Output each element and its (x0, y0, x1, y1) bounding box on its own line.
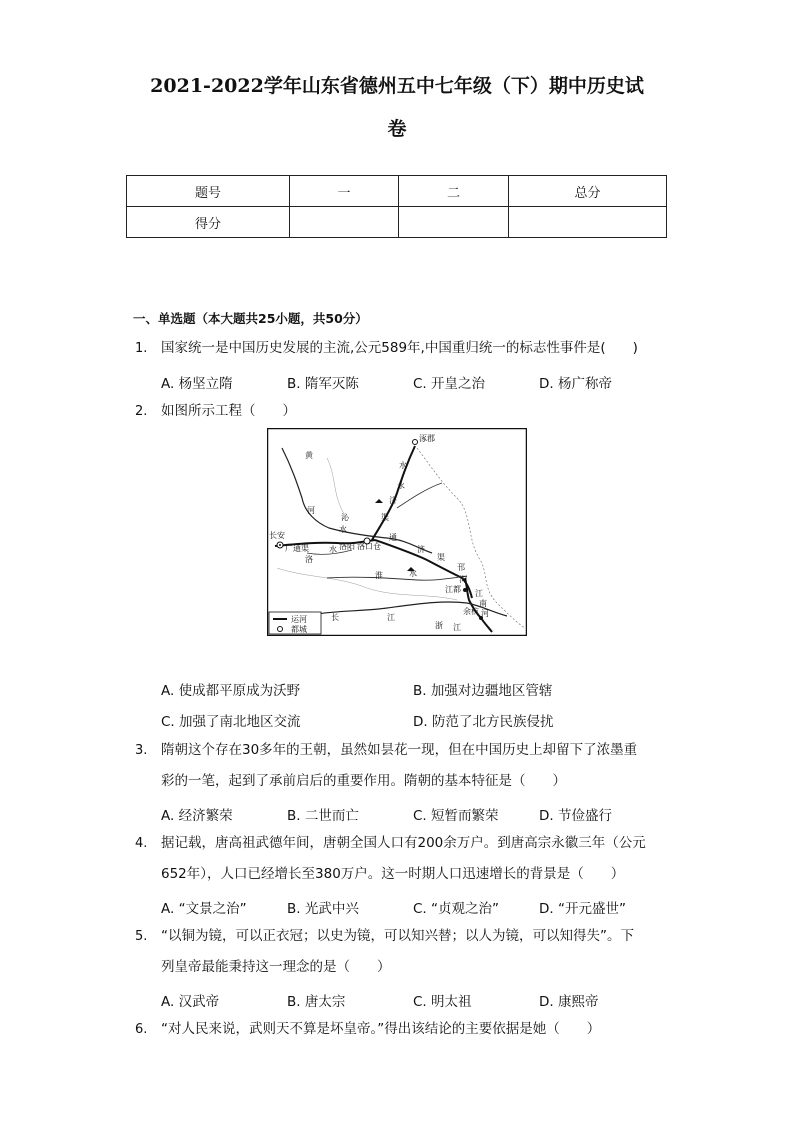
question-number: 3. (135, 743, 148, 758)
map-label: 洛 (305, 555, 313, 564)
question-text-line: 652年），人口已经增长至380万户。这一时期人口迅速增长的背景是（ ） (161, 866, 625, 882)
map-label: 水 (339, 525, 347, 534)
question-text-line: 隋朝这个存在30多年的王朝，虽然如昙花一现，但在中国历史上却留下了浓墨重 (161, 742, 638, 758)
question-text-line: 彩的一笔，起到了承前启后的重要作用。隋朝的基本特征是（ ） (161, 773, 566, 789)
map-label: 水 (399, 461, 407, 470)
option-d: D. “开元盛世” (539, 901, 626, 917)
option-b: B. 二世而亡 (287, 808, 359, 824)
changan-marker-dot (279, 544, 281, 546)
map-label: 江 (475, 589, 483, 598)
zhuojun-marker (413, 440, 418, 445)
map-label: 沟 (459, 575, 467, 584)
score-header-cell: 二 (399, 176, 509, 207)
map-label: 渠 (381, 513, 389, 522)
section-heading: 一、单选题（本大题共25小题，共50分） (133, 311, 368, 326)
question-number: 6. (135, 1022, 148, 1037)
option-d: D. 防范了北方民族侵扰 (413, 714, 554, 730)
map-label: 河 (307, 506, 315, 515)
option-b: B. 隋军灭陈 (287, 376, 359, 392)
document-title-line2: 卷 (387, 118, 407, 140)
map-label: 淮 (375, 571, 383, 580)
option-a: A. “文景之治” (161, 901, 247, 917)
map-label: 沁 (341, 513, 349, 522)
map-label: 江 (387, 613, 395, 622)
option-a: A. 使成都平原成为沃野 (161, 683, 301, 699)
map-label: 济 (417, 545, 425, 554)
map-label-luokoucang: 洛口仓 (357, 542, 381, 551)
option-c: C. 明太祖 (413, 994, 472, 1010)
option-c: C. 加强了南北地区交流 (161, 714, 301, 730)
question-text: 如图所示工程（ ） (161, 403, 296, 419)
score-table (126, 175, 667, 238)
map-label: 南 (479, 599, 487, 608)
map-label: 黄 (305, 451, 313, 460)
map-label: 通 (389, 533, 397, 542)
option-b: B. 光武中兴 (287, 901, 359, 917)
map-label: 浙 (435, 621, 443, 630)
option-a: A. 杨坚立隋 (161, 376, 233, 392)
score-cell: 得分 (127, 207, 290, 238)
map-label: 邗 (457, 563, 465, 572)
option-a: A. 汉武帝 (161, 994, 220, 1010)
map-label-jiangdu: 江都 (445, 585, 461, 594)
legend-canal-label: 运河 (291, 615, 307, 624)
map-label-zhuojun: 涿郡 (419, 434, 435, 443)
score-cell (290, 207, 399, 238)
option-a: A. 经济繁荣 (161, 808, 233, 824)
score-header-cell: 一 (290, 176, 399, 207)
option-c: C. 开皇之治 (413, 376, 486, 392)
score-header-cell: 总分 (509, 176, 667, 207)
map-label: 永 (397, 481, 405, 490)
map-label: 渠 (437, 553, 445, 562)
legend-capital-marker (278, 627, 283, 632)
option-b: B. 加强对边疆地区管辖 (413, 683, 553, 699)
map-label: 长 (331, 613, 339, 622)
option-c: C. “贞观之治” (413, 901, 499, 917)
score-cell (399, 207, 509, 238)
option-d: D. 杨广称帝 (539, 376, 612, 392)
score-cell (509, 207, 667, 238)
question-text-line: “对人民来说，武则天不算是坏皇帝。”得出该结论的主要依据是她（ ） (161, 1021, 601, 1037)
question-number: 5. (135, 929, 148, 944)
map-label: 河 (481, 609, 489, 618)
score-header-cell: 题号 (127, 176, 290, 207)
jiangdu-marker (463, 588, 467, 592)
question-number: 4. (135, 836, 148, 851)
score-table-header-row (127, 176, 667, 207)
score-table-row (127, 207, 667, 238)
question-number: 2. (135, 404, 148, 419)
sui-grand-canal-map (267, 428, 527, 636)
map-label-luoyang: 洛阳 (339, 542, 355, 551)
question-number: 1. (135, 341, 148, 356)
option-d: D. 康熙帝 (539, 994, 599, 1010)
question-text-line: 列皇帝最能秉持这一理念的是（ ） (161, 959, 391, 975)
map-label-yuhang: 余杭 (463, 607, 479, 616)
option-c: C. 短暂而繁荣 (413, 808, 499, 824)
map-label-guangtongqu: 广通渠 (285, 544, 309, 553)
question-text-line: 据记载，唐高祖武德年间，唐朝全国人口有200余万户。到唐高宗永徽三年（公元 (161, 835, 646, 851)
question-text-line: “以铜为镜，可以正衣冠；以史为镜，可以知兴替；以人为镜，可以知得失”。下 (161, 928, 634, 944)
map-label: 江 (453, 623, 461, 632)
map-figure (267, 428, 527, 636)
option-b: B. 唐太宗 (287, 994, 346, 1010)
map-label-changan: 长安 (269, 531, 285, 540)
document-title-line1: 2021-2022学年山东省德州五中七年级（下）期中历史试 (150, 75, 644, 97)
map-label: 水 (409, 569, 417, 578)
map-label: 济 (389, 496, 397, 505)
option-d: D. 节俭盛行 (539, 808, 612, 824)
question-text: 国家统一是中国历史发展的主流,公元589年,中国重归统一的标志性事件是( ) (161, 340, 638, 356)
map-label: 水 (329, 545, 337, 554)
legend-capital-label: 都城 (291, 625, 307, 634)
